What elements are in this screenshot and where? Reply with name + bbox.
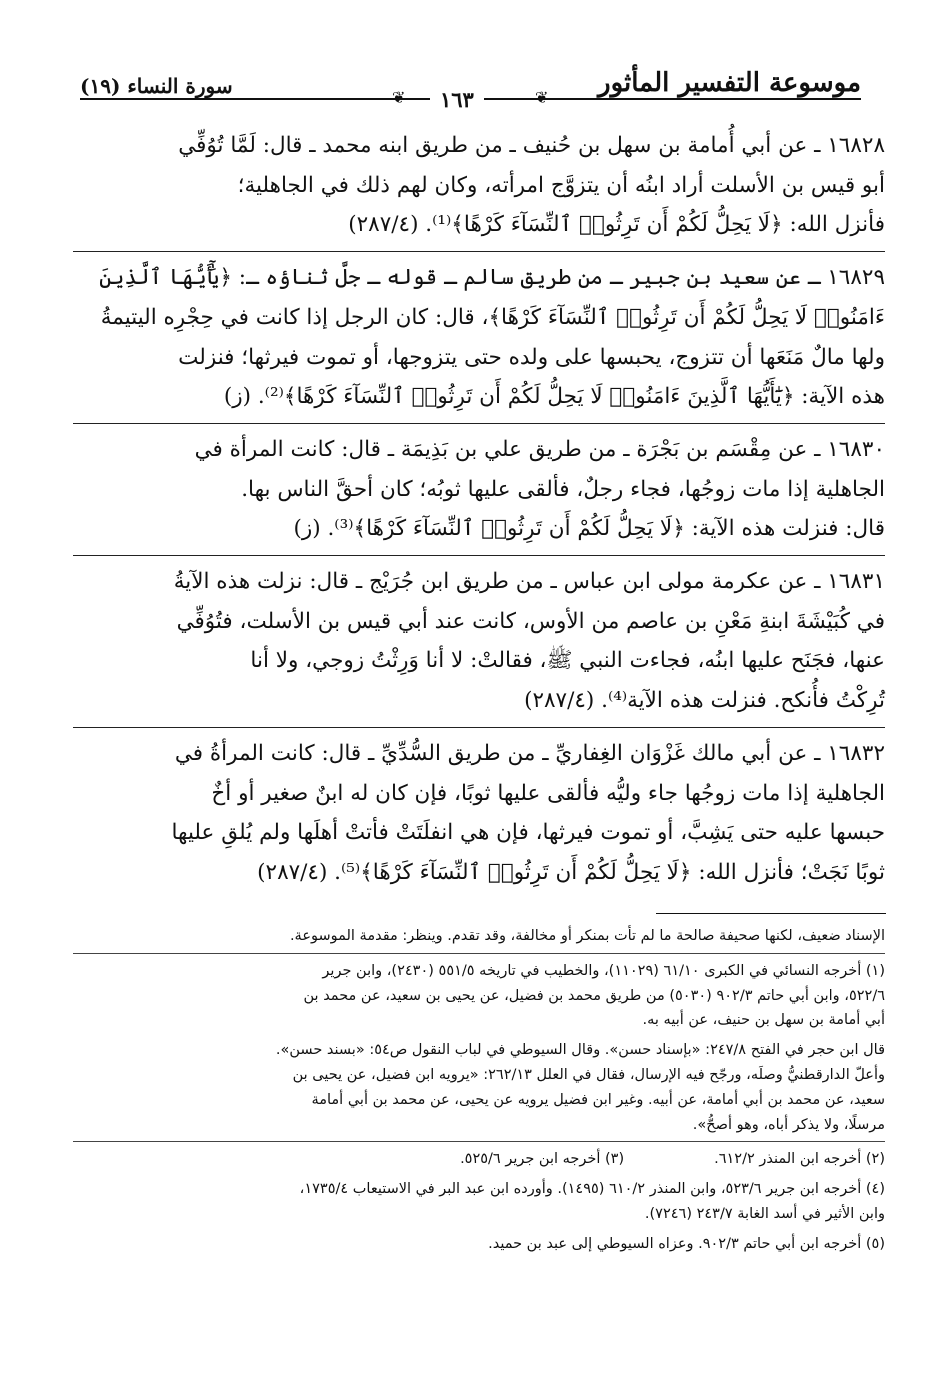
text-line: أبو قيس بن الأسلت أراد ابنُه أن يتزوَّج امرأته، وكان لهم ذلك في الجاهلية؛ [237,172,885,198]
footnote-3: (٣) أخرجه ابن جرير ٥٢٥/٦. [460,1151,625,1168]
text-line: حبسها عليه حتى يَشِبَّ، أو تموت فيرثها، فإن هي انفلَتَتْ فأتتْ أهلَها ولم يُلقِ عليها [171,820,885,846]
footnote-line: وأعلّ الدارقطنيُّ وصلَه، ورجّح فيه الإرسال، فقال في العلل ٢٦٢/١٣: «يرويه ابن فضيل، عن يحيى بن [292,1066,885,1083]
text-line: ولها مالٌ مَنَعَها أن تتزوج، يحبسها على ولده حتى يتزوجها، أو تموت فيرثها؛ فنزلت [178,344,885,370]
text-line: قال: فنزلت هذه الآية: ﴿لَا يَحِلُّ لَكُمْ أَن تَرِثُوا۟ ٱلنِّسَآءَ كَرْهًا﴾⁽³⁾. (ز) [293,516,885,542]
entry-16832 [73,734,885,899]
text-line: ١٦٨٢٨ ـ عن أبي أُمامة بن سهل بن حُنيف ـ من طريق ابنه محمد ـ قال: لَمَّا تُوُفِّي [178,133,885,158]
footnote-2: (٢) أخرجه ابن المنذر ٦١٢/٢. [714,1151,885,1168]
text-line: ءَامَنُوا۟ لَا يَحِلُّ لَكُمْ أَن تَرِثُوا۟ ٱلنِّسَآءَ كَرْهًا﴾، قال: كان الرجل إذا كانت في حِجْرِه اليتيمةُ [100,304,885,330]
footnote-line: (٥) أخرجه ابن أبي حاتم ٩٠٢/٣. وعزاه السيوطي إلى عبد بن حميد. [488,1235,885,1252]
surah-title: سورة النساء (١٩) [80,74,233,98]
entry-16829 [73,258,885,424]
text-line: ثوبًا نَجَتْ؛ فأنزل الله: ﴿لَا يَحِلُّ لَكُمْ أَن تَرِثُوا۟ ٱلنِّسَآءَ كَرْهًا﴾⁽⁵⁾. (٢٨٧/٤) [257,859,885,885]
footnote-line: وابن الأثير في أسد الغابة ٢٤٣/٧ (٧٢٤٦). [644,1205,885,1222]
footnote-line: (١) أخرجه النسائي في الكبرى ٦١/١٠ (١١٠٢٩)، والخطيب في تاريخه ٥٥١/٥ (٢٤٣٠)، وابن جرير [322,962,885,979]
text-line: ١٦٨٣٢ ـ عن أبي مالك غَزْوَان الغِفاريِّ ـ من طريق السُّدِّيِّ ـ قال: كانت المرأةُ في [174,740,885,766]
text-line: فأنزل الله: ﴿لَا يَحِلُّ لَكُمْ أَن تَرِثُوا۟ ٱلنِّسَآءَ كَرْهًا﴾⁽¹⁾. (٢٨٧/٤) [348,212,885,238]
text-line: ١٦٨٣٠ ـ عن مِقْسَم بن بَجْرَة ـ من طريق علي بن بَذِيمَة ـ قال: كانت المرأة في [194,436,885,462]
footnote-1 [73,959,885,1038]
footnote-2-3-row [73,1147,885,1177]
footnote-1-grading [73,1038,885,1142]
footnote-intro [73,924,885,954]
entry-16828 [73,126,885,252]
footnote-line: قال ابن حجر في الفتح ٢٤٧/٨: «بإسناد حسن». وقال السيوطي في لباب النقول ص٥٤: «بسند حسن». [275,1042,885,1059]
text-line: ١٦٨٢٩ ـ عن سعيد بن جبير ـ من طريق سالم ـ قوله ـ جلَّ ثناؤه ـ: ﴿يَٰٓأَيُّهَا ٱلَّذِينَ [99,265,885,291]
page-number: ١٦٣ [430,88,484,112]
footnote-5 [73,1232,885,1262]
text-line: عنها، فجَنَح عليها ابنُه، فجاءت النبي ﷺ، فقالتْ: لا أنا وَرِثْتُ زوجي، ولا أنا [250,648,885,674]
text-line: الجاهلية إذا مات زوجُها، فجاء رجلٌ، فألقى عليها ثوبُه؛ كان أحقَّ الناس بها. [241,476,885,502]
text-line: هذه الآية: ﴿يَٰٓأَيُّهَا ٱلَّذِينَ ءَامَنُوا۟ لَا يَحِلُّ لَكُمْ أَن تَرِثُوا۟ ٱلنِّسَآءَ كَرْهًا﴾⁽²⁾. (ز) [223,384,885,410]
text-line: الجاهلية إذا مات زوجُها جاء وليُّه فألقى عليها ثوبًا، فإن كان له ابنٌ صغير أو أخٌ [211,780,885,806]
entry-16830 [73,430,885,556]
footnote-line: ٥٢٢/٦، وابن أبي حاتم ٩٠٢/٣ (٥٠٣٠) من طريق محمد بن فضيل، عن يحيى بن سعيد، عن محمد بن [303,987,885,1004]
footnotes [73,924,885,1262]
footnote-line: مرسلًا، ولا يذكر أباه، وهو أصحُّ». [692,1116,885,1133]
entry-16831 [73,562,885,728]
footnote-line: الإسناد ضعيف، لكنها صحيفة صالحة ما لم تأت بمنكر أو مخالفة، وقد تقدم. وينظر: مقدمة الموسوعة. [289,928,885,944]
text-line: في كُبَيْشَةَ ابنةِ مَعْنِ بن عاصم من الأوس، كانت عند أبي قيس بن الأسلت، فتُوُفِّي [176,608,885,634]
footnote-line: أبي أمامة بن سهل بن حنيف، عن أبيه به. [642,1012,885,1029]
text-line: تُرِكْتُ فأُنكح. فنزلت هذه الآية⁽⁴⁾. (٢٨٧/٤) [524,688,885,714]
ornament-left-icon: ❦ [392,88,406,107]
footnote-line: (٤) أخرجه ابن جرير ٥٢٣/٦، وابن المنذر ٦١٠/٢ (١٤٩٥). وأورده ابن عبد البر في الاستيعاب ١٧٣٥/٤، [299,1181,885,1198]
footnote-rule [656,913,886,914]
ornament-right-icon: ❦ [535,88,549,107]
footnote-4 [73,1177,885,1232]
book-title: موسوعة التفسير المأثور [598,68,861,98]
main-text [73,126,885,899]
text-line: ١٦٨٣١ ـ عن عكرمة مولى ابن عباس ـ من طريق ابن جُرَيْج ـ قال: نزلت هذه الآيةُ [173,569,885,595]
footnote-line: سعيد، عن محمد بن أبي أمامة، عن أبيه. وغير ابن فضيل يرويه عن يحيى، عن محمد بن أبي أمامة [311,1091,885,1108]
